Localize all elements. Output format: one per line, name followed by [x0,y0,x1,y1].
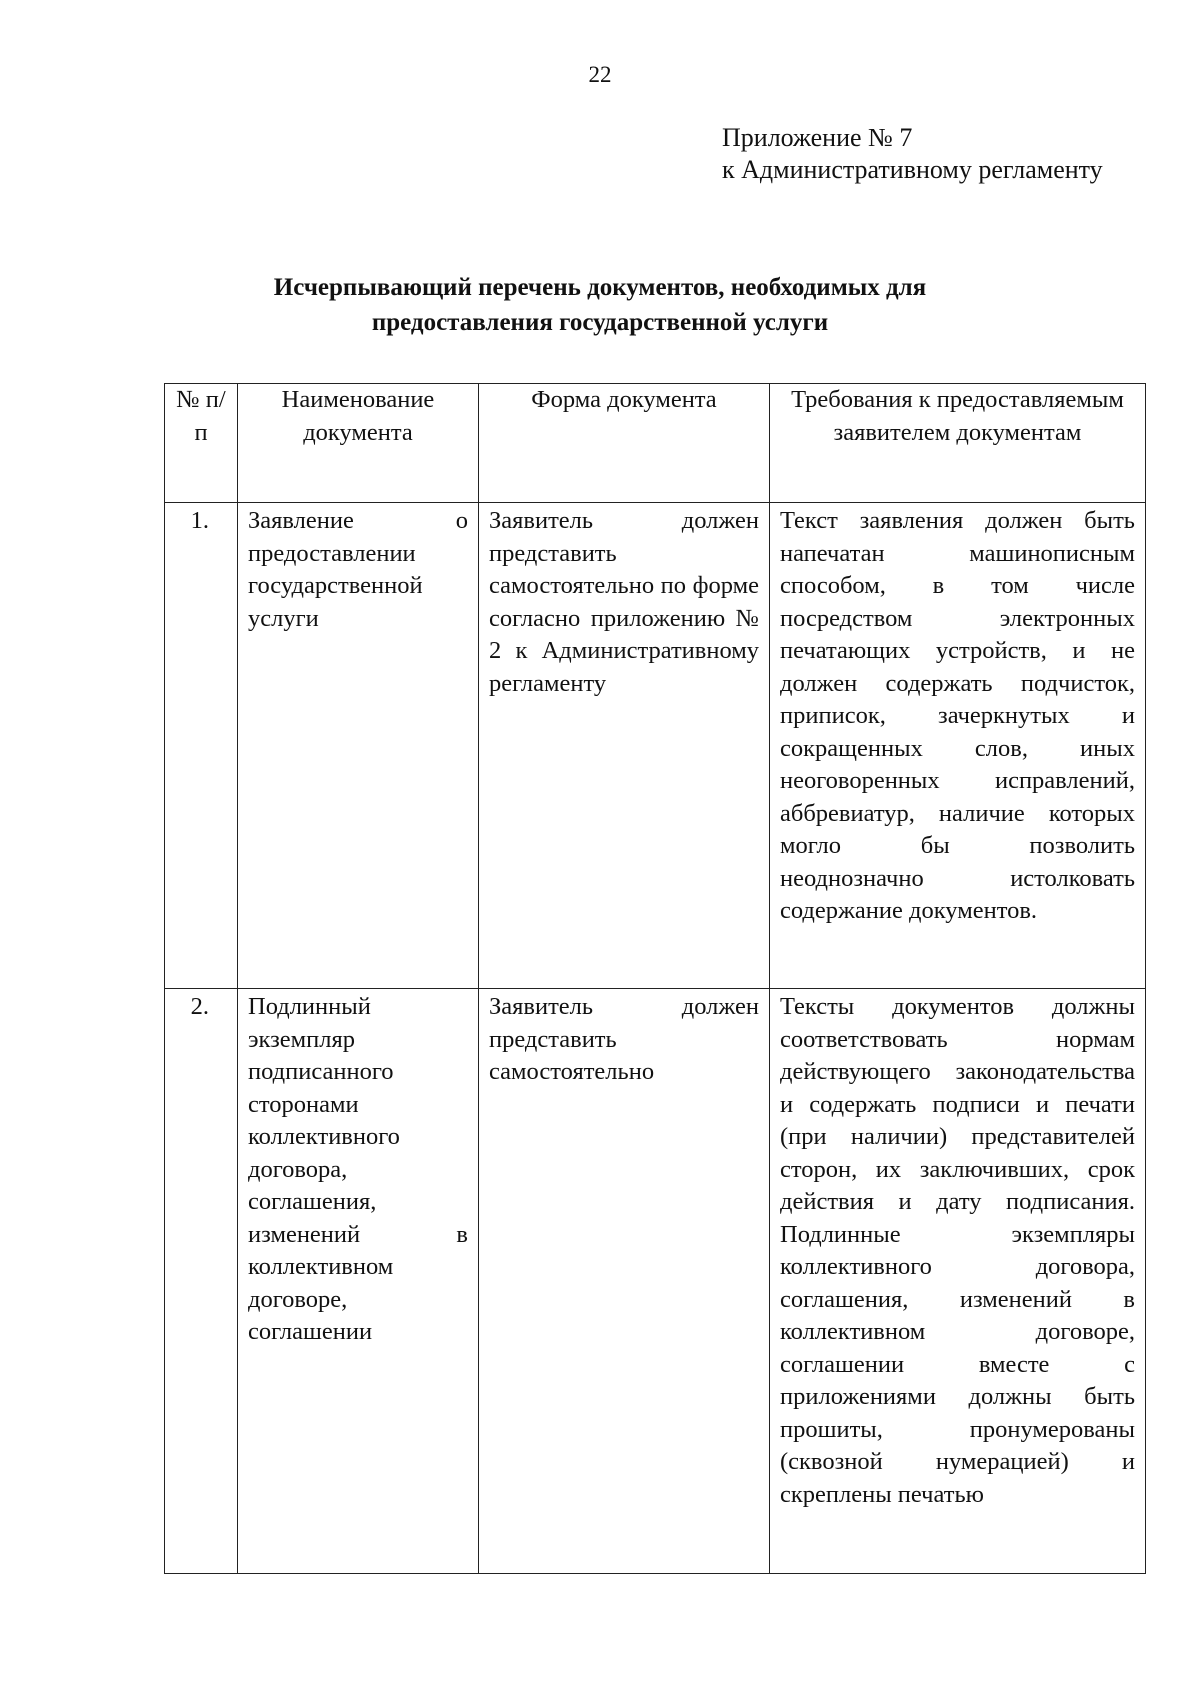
row-number: 1. [165,503,238,989]
table-row [165,503,1146,989]
appendix-line-1: Приложение № 7 [722,123,913,152]
table-header-row [165,384,1146,503]
row-number: 2. [165,989,238,1574]
document-form: Заявитель должен представить самостоятельно [479,989,770,1574]
documents-table [164,383,1146,1574]
header-num: № п/п [165,384,238,503]
table-row [165,989,1146,1574]
document-name: Подлинный экземпляр подписанного сторонами коллективного договора, соглашения, изменений в коллективном договоре, соглашении [238,989,479,1574]
document-title-line-1: Исчерпывающий перечень документов, необходимых для [273,274,927,301]
page-number: 22 [588,62,612,87]
document-form: Заявитель должен представить самостоятельно по форме согласно приложению № 2 к Административному регламенту [479,503,770,989]
document-title-line-2: предоставления государственной услуги [371,309,829,336]
appendix-line-2: к Административному регламенту [722,155,1103,184]
header-document-form: Форма документа [479,384,770,503]
document-requirements: Текст заявления должен быть напечатан машинописным способом, в том числе посредством электронных печатающих устройств, и не должен содержать подчисток, приписок, зачеркнутых и сокращенных слов, иных неоговоренных исправлений, аббревиатур, наличие которых могло бы позволить неоднозначно истолковать содержание документов. [770,503,1146,989]
document-title [0,270,1200,340]
document-name: Заявление о предоставлении государственной услуги [238,503,479,989]
document-requirements: Тексты документов должны соответствовать нормам действующего законодательства и содержать подписи и печати (при наличии) представителей сторон, их заключивших, срок действия и дату подписания. Подлинные экземпляры коллективного договора, соглашения, изменений в коллективном договоре, соглашении вместе с приложениями должны быть прошиты, пронумерованы (сквозной нумерацией) и скреплены печатью [770,989,1146,1574]
header-document-name: Наименование документа [238,384,479,503]
header-requirements: Требования к предоставляемым заявителем документам [770,384,1146,503]
appendix-note [722,122,1103,186]
